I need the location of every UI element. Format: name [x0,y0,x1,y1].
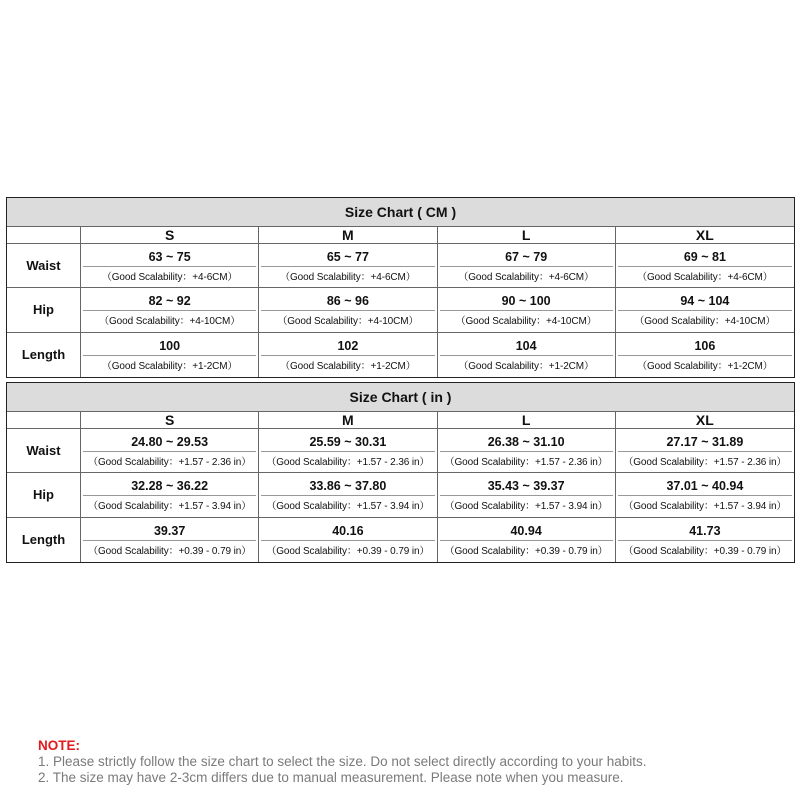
table-cell [259,518,437,562]
table-cell [438,333,616,377]
table-cell [259,429,437,473]
row-label-waist: Waist [7,429,81,473]
size-header-m: M [259,227,437,244]
measurement-value: 86 ~ 96 [261,292,434,311]
table-cell [438,473,616,517]
table-cell [438,288,616,332]
measurement-value: 102 [261,337,434,356]
notes-section [38,738,793,786]
measurement-value: 39.37 [83,522,256,541]
scalability-note: （Good Scalability：+4-10CM） [277,316,419,328]
table-cell [81,288,259,332]
table-cell [438,244,616,288]
table-cell [81,244,259,288]
scalability-note: （Good Scalability：+1.57 - 3.94 in） [88,501,252,513]
measurement-value: 90 ~ 100 [440,292,613,311]
measurement-value: 27.17 ~ 31.89 [618,433,792,452]
table-cell [81,333,259,377]
measurement-value: 94 ~ 104 [618,292,792,311]
measurement-value: 26.38 ~ 31.10 [440,433,613,452]
size-table [7,412,794,562]
measurement-value: 25.59 ~ 30.31 [261,433,434,452]
scalability-note: （Good Scalability：+0.39 - 0.79 in） [444,546,608,558]
measurement-value: 37.01 ~ 40.94 [618,477,792,496]
measurement-value: 69 ~ 81 [618,248,792,267]
measurement-value: 104 [440,337,613,356]
measurement-value: 67 ~ 79 [440,248,613,267]
measurement-value: 82 ~ 92 [83,292,256,311]
scalability-note: （Good Scalability：+1.57 - 2.36 in） [88,457,252,468]
scalability-note: （Good Scalability：+1.57 - 3.94 in） [266,501,430,513]
table-cell [616,244,794,288]
table-cell [616,429,794,473]
scalability-note: （Good Scalability：+0.39 - 0.79 in） [623,546,787,558]
measurement-value: 40.94 [440,522,613,541]
scalability-note: （Good Scalability：+4-6CM） [280,272,416,283]
size-header-m: M [259,412,437,429]
scalability-note: （Good Scalability：+4-10CM） [455,316,597,328]
measurement-value: 32.28 ~ 36.22 [83,477,256,496]
measurement-value: 63 ~ 75 [83,248,256,267]
scalability-note: （Good Scalability：+4-6CM） [458,272,594,283]
scalability-note: （Good Scalability：+1-2CM） [637,361,773,373]
row-label-hip: Hip [7,473,81,517]
note-title: NOTE: [38,738,80,753]
size-header-xl: XL [616,227,794,244]
table-corner [7,412,81,429]
size-header-s: S [81,227,259,244]
table-cell [81,518,259,562]
table-cell [259,473,437,517]
scalability-note: （Good Scalability：+1-2CM） [280,361,416,373]
scalability-note: （Good Scalability：+4-6CM） [101,272,238,283]
table-corner [7,227,81,244]
size-table [7,227,794,377]
scalability-note: （Good Scalability：+4-6CM） [637,272,773,283]
scalability-note: （Good Scalability：+1.57 - 2.36 in） [444,457,608,468]
chart-title: Size Chart ( in ) [7,383,794,412]
measurement-value: 35.43 ~ 39.37 [440,477,613,496]
size-header-s: S [81,412,259,429]
measurement-value: 100 [83,337,256,356]
scalability-note: （Good Scalability：+1.57 - 2.36 in） [623,457,787,468]
scalability-note: （Good Scalability：+1-2CM） [458,361,594,373]
table-cell [259,288,437,332]
table-cell [616,518,794,562]
chart-title: Size Chart ( CM ) [7,198,794,227]
table-cell [438,518,616,562]
table-cell [616,333,794,377]
scalability-note: （Good Scalability：+0.39 - 0.79 in） [266,546,430,558]
scalability-note: （Good Scalability：+1.57 - 3.94 in） [444,501,608,513]
size-header-l: L [438,412,616,429]
size-chart-cm [6,197,795,378]
scalability-note: （Good Scalability：+0.39 - 0.79 in） [88,546,252,558]
scalability-note: （Good Scalability：+1-2CM） [101,361,238,373]
scalability-note: （Good Scalability：+1.57 - 3.94 in） [623,501,787,513]
table-cell [81,473,259,517]
table-cell [259,244,437,288]
table-cell [81,429,259,473]
measurement-value: 41.73 [618,522,792,541]
table-cell [438,429,616,473]
table-cell [616,288,794,332]
size-chart-in [6,382,795,563]
note-line-1: 1. Please strictly follow the size chart to select the size. Do not select directly according to your habits. [38,754,647,769]
size-header-l: L [438,227,616,244]
measurement-value: 40.16 [261,522,434,541]
note-line-2: 2. The size may have 2-3cm differs due to manual measurement. Please note when you measure. [38,770,624,785]
measurement-value: 106 [618,337,792,356]
size-header-xl: XL [616,412,794,429]
row-label-hip: Hip [7,288,81,332]
table-cell [616,473,794,517]
table-cell [259,333,437,377]
scalability-note: （Good Scalability：+1.57 - 2.36 in） [266,457,430,468]
measurement-value: 24.80 ~ 29.53 [83,433,256,452]
row-label-length: Length [7,518,81,562]
row-label-length: Length [7,333,81,377]
measurement-value: 65 ~ 77 [261,248,434,267]
row-label-waist: Waist [7,244,81,288]
measurement-value: 33.86 ~ 37.80 [261,477,434,496]
scalability-note: （Good Scalability：+4-10CM） [634,316,776,328]
scalability-note: （Good Scalability：+4-10CM） [99,316,241,328]
